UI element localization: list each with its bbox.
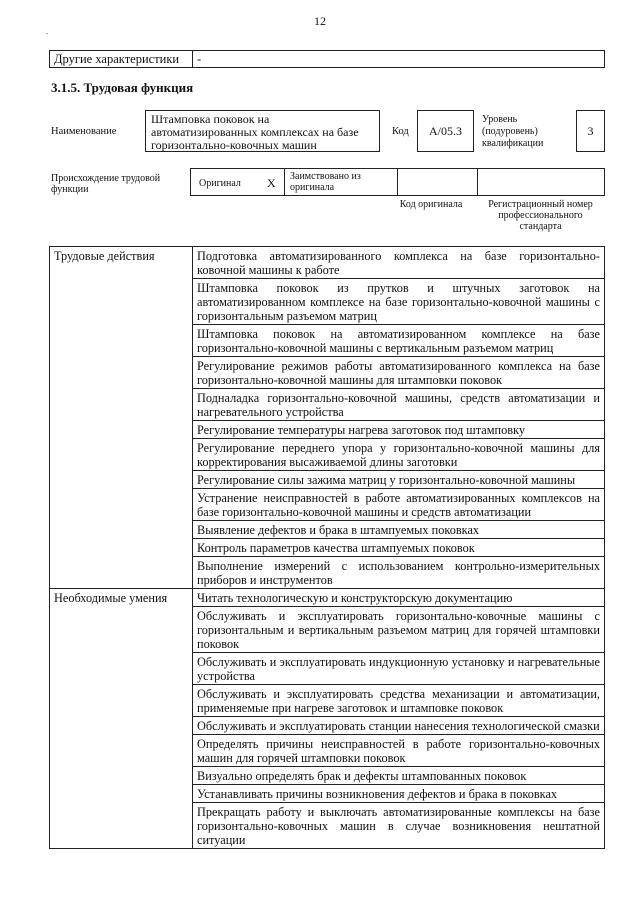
code-value: A/05.3 [417, 110, 474, 152]
item-cell: Обслуживать и эксплуатировать средства механизации и автоматизации, применяемые при нагреве заготовок и штамповке поковок [193, 685, 605, 717]
divider [477, 168, 478, 196]
other-characteristics-value: - [193, 51, 605, 68]
level-label: Уровень (подуровень) квалификации [482, 114, 544, 149]
item-cell: Регулирование режимов работы автоматизированного комплекса на базе горизонтально-ковочной машины для штамповки поковок [193, 357, 605, 389]
labor-function-table [49, 246, 605, 849]
item-cell: Устанавливать причины возникновения дефектов и брака в поковках [193, 785, 605, 803]
item-cell: Регулирование силы зажима матриц у горизонтально-ковочной машины [193, 471, 605, 489]
section-title: 3.1.5. Трудовая функция [51, 80, 194, 95]
item-cell: Прекращать работу и выключать автоматизированные комплексы на базе горизонтально-ковочных машин в случае возникновения нештатной ситуации [193, 803, 605, 849]
origin-label: Происхождение трудовой функции [51, 173, 161, 195]
category-cell: Необходимые умения [50, 589, 193, 849]
item-cell: Регулирование температуры нагрева заготовок под штамповку [193, 421, 605, 439]
item-cell: Подготовка автоматизированного комплекса на базе горизонтально-ковочной машины к работе [193, 247, 605, 279]
item-cell: Выявление дефектов и брака в штампуемых поковках [193, 521, 605, 539]
item-cell: Штамповка поковок на автоматизированном комплексе на базе горизонтально-ковочной машины с вертикальным разъемом матриц [193, 325, 605, 357]
code-caption: Код оригинала [399, 199, 463, 210]
item-cell: Определять причины неисправностей в работе горизонтально-ковочных машин для горячей штамповки поковок [193, 735, 605, 767]
item-cell: Обслуживать и эксплуатировать индукционную установку и нагревательные устройства [193, 653, 605, 685]
table-row [50, 247, 605, 279]
original-label: Оригинал [199, 178, 241, 189]
item-cell: Подналадка горизонтально-ковочной машины, средств автоматизации и нагревательного устройства [193, 389, 605, 421]
level-value: 3 [576, 110, 605, 152]
divider [397, 168, 398, 196]
other-characteristics-label: Другие характеристики [50, 51, 193, 68]
item-cell: Обслуживать и эксплуатировать станции нанесения технологической смазки [193, 717, 605, 735]
item-cell: Регулирование переднего упора у горизонтально-ковочной машины для корректирования высаживаемой длины заготовки [193, 439, 605, 471]
item-cell: Читать технологическую и конструкторскую документацию [193, 589, 605, 607]
item-cell: Выполнение измерений с использованием контрольно-измерительных приборов и инструментов [193, 557, 605, 589]
borrowed-label: Заимствовано из оригинала [290, 171, 361, 193]
item-cell: Визуально определять брак и дефекты штампованных поковок [193, 767, 605, 785]
item-cell: Штамповка поковок из прутков и штучных заготовок на автоматизированном комплексе на базе горизонтально-ковочной машины с горизонтальным разъемом матриц [193, 279, 605, 325]
name-label: Наименование [51, 126, 117, 137]
name-value: Штамповка поковок на автоматизированных комплексах на базе горизонтально-ковочных машин [145, 110, 380, 152]
origin-box [190, 168, 605, 196]
reg-caption: Регистрационный номер профессионального стандарта [488, 199, 593, 232]
item-cell: Обслуживать и эксплуатировать горизонтально-ковочные машины с горизонтальным и вертикальным разъемом матриц для горячей штамповки поковок [193, 607, 605, 653]
page-number: 12 [314, 14, 326, 28]
category-cell: Трудовые действия [50, 247, 193, 589]
item-cell: Контроль параметров качества штампуемых поковок [193, 539, 605, 557]
code-label: Код [392, 126, 409, 137]
scan-mark: . [46, 27, 48, 36]
table-row [50, 589, 605, 607]
other-characteristics-table [49, 50, 605, 68]
divider [284, 168, 285, 196]
item-cell: Устранение неисправностей в работе автоматизированных комплексов на базе горизонтально-ковочной машины и средств автоматизации [193, 489, 605, 521]
original-mark: X [267, 176, 276, 190]
